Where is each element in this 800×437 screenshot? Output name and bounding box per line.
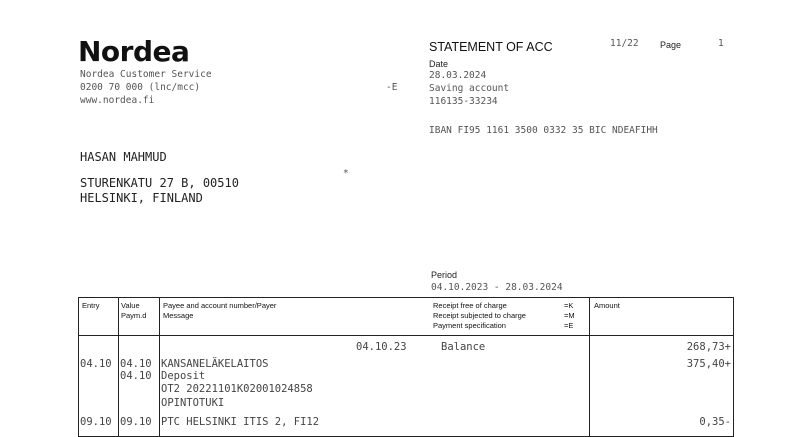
statement-date: 28.03.2024 <box>429 70 487 81</box>
balance-amount: 268,73+ <box>686 341 731 353</box>
contact-code: -E <box>386 82 398 93</box>
header-value: Value <box>121 301 140 310</box>
header-message: Message <box>163 311 194 320</box>
header-amount: Amount <box>594 301 620 310</box>
header-receipt-charge-code: =M <box>564 311 575 320</box>
customer-service-label: Nordea Customer Service <box>80 69 212 80</box>
header-receipt-charge: Receipt subjected to charge <box>433 311 526 320</box>
column-divider <box>159 298 160 436</box>
row-description: OPINTOTUKI <box>161 397 225 409</box>
page-label: Page <box>660 40 682 50</box>
balance-date: 04.10.23 <box>356 341 407 353</box>
website-link[interactable]: www.nordea.fi <box>80 95 155 106</box>
customer-street: STURENKATU 27 B, 00510 <box>80 176 239 190</box>
header-payment-spec: Payment specification <box>433 321 506 330</box>
statement-title: STATEMENT OF ACC <box>429 40 553 54</box>
nordea-logo: Nordea <box>78 35 190 68</box>
row-payment-date: 04.10 <box>120 370 152 382</box>
row-entry-date: 04.10 <box>80 358 112 370</box>
balance-label: Balance <box>441 341 486 353</box>
header-entry: Entry <box>82 301 100 310</box>
customer-name: HASAN MAHMUD <box>80 150 167 164</box>
header-receipt-free-code: =K <box>564 301 574 310</box>
transactions-table <box>78 297 734 437</box>
row-entry-date: 09.10 <box>80 416 112 428</box>
row-value-date: 04.10 <box>120 358 152 370</box>
customer-city: HELSINKI, FINLAND <box>80 191 203 205</box>
header-payee: Payee and account number/Payer <box>163 301 277 310</box>
service-phone: 0200 70 000 (lnc/mcc) <box>80 82 201 93</box>
iban-bic: IBAN FI95 1161 3500 0332 35 BIC NDEAFIHH <box>429 125 658 136</box>
account-number: 116135-33234 <box>429 96 498 107</box>
row-reference: OT2 20221101K02001024858 <box>161 383 313 395</box>
period-label: Period <box>431 270 458 280</box>
row-payee: KANSANELÄKELAITOS <box>161 358 269 370</box>
date-label: Date <box>429 59 449 69</box>
row-amount: 375,40+ <box>686 358 731 370</box>
row-value-date: 09.10 <box>120 416 152 428</box>
account-type: Saving account <box>429 83 510 94</box>
header-payment-spec-code: =E <box>564 321 574 330</box>
header-payment-date: Paym.d <box>121 311 147 320</box>
header-divider <box>79 335 733 336</box>
row-amount: 0,35- <box>699 416 731 428</box>
statement-period: 04.10.2023 - 28.03.2024 <box>431 282 563 293</box>
header-receipt-free: Receipt free of charge <box>433 301 507 310</box>
row-payee: PTC HELSINKI ITIS 2, FI12 <box>161 416 320 428</box>
column-divider <box>118 298 119 436</box>
address-mark: * <box>343 168 349 179</box>
column-divider <box>589 298 590 436</box>
sheet-number: 11/22 <box>610 38 639 49</box>
row-message: Deposit <box>161 370 206 382</box>
page-number: 1 <box>718 38 724 49</box>
